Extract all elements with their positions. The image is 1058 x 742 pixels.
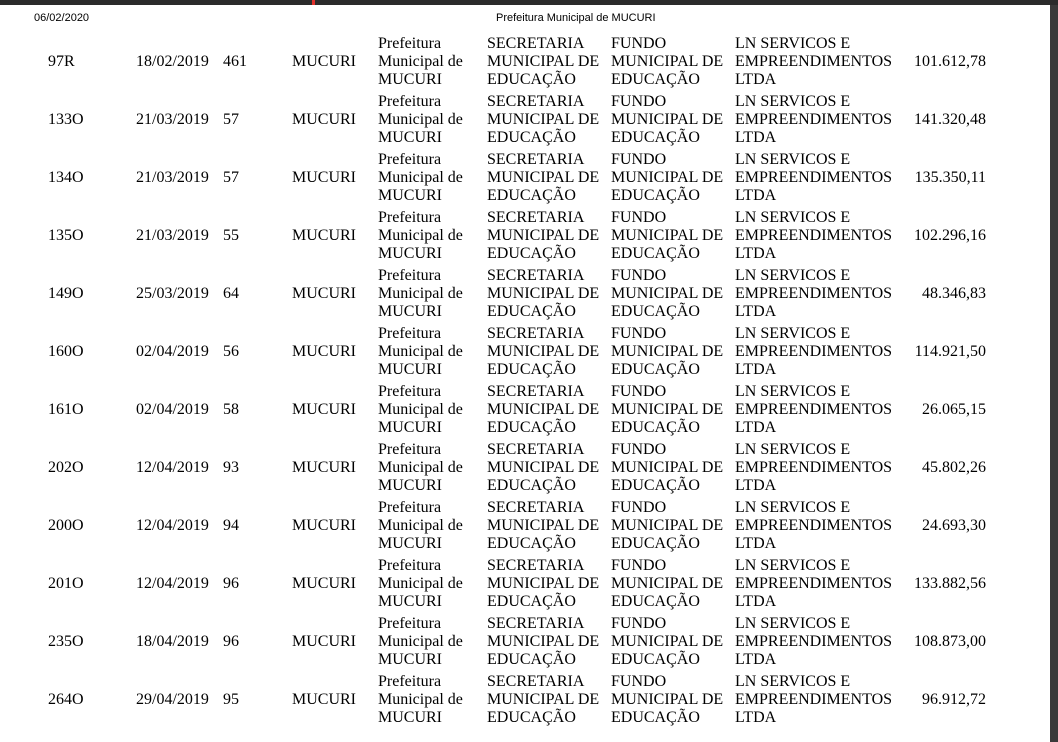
supplier-cell-line: EMPREENDIMENTOS: [735, 459, 893, 476]
organization-cell-line: MUCURI: [378, 593, 443, 610]
record-id-cell: 133O: [48, 111, 84, 128]
fundo-cell: [611, 35, 723, 89]
value-cell: 114.921,50: [914, 343, 986, 360]
record-id-cell: 264O: [48, 691, 84, 708]
organization-cell-line: Prefeitura: [378, 93, 442, 110]
value-cell: 45.802,26: [922, 459, 986, 476]
organization-cell-line: Prefeitura: [378, 557, 442, 574]
organization-cell-line: Prefeitura: [378, 325, 442, 342]
supplier-cell-line: LTDA: [735, 535, 777, 552]
organization-cell-line: Prefeitura: [378, 35, 442, 52]
number-cell: 58: [223, 401, 239, 418]
secretaria-cell: [487, 325, 599, 379]
fundo-cell-line: EDUCAÇÃO: [611, 71, 700, 88]
organization-cell-line: Municipal de: [378, 111, 463, 128]
organization-cell-line: MUCURI: [378, 71, 443, 88]
fundo-cell-line: FUNDO: [611, 93, 667, 110]
table-row: [0, 439, 1050, 497]
fundo-cell-line: FUNDO: [611, 325, 667, 342]
secretaria-cell: [487, 499, 599, 553]
secretaria-cell-line: SECRETARIA: [487, 93, 585, 110]
value-cell: 141.320,48: [914, 111, 986, 128]
fundo-cell-line: EDUCAÇÃO: [611, 477, 700, 494]
fundo-cell-line: EDUCAÇÃO: [611, 651, 700, 668]
organization-cell-line: Prefeitura: [378, 209, 442, 226]
value-cell: 96.912,72: [922, 691, 986, 708]
city-cell: MUCURI: [292, 285, 357, 302]
supplier-cell-line: LN SERVICOS E: [735, 93, 851, 110]
value-cell: 101.612,78: [914, 53, 986, 70]
secretaria-cell-line: SECRETARIA: [487, 383, 585, 400]
supplier-cell-line: LN SERVICOS E: [735, 267, 851, 284]
table-row: [0, 33, 1050, 91]
fundo-cell-line: MUNICIPAL DE: [611, 227, 724, 244]
secretaria-cell: [487, 209, 599, 263]
table-row: [0, 613, 1050, 671]
secretaria-cell-line: MUNICIPAL DE: [487, 285, 600, 302]
supplier-cell-line: EMPREENDIMENTOS: [735, 53, 893, 70]
fundo-cell-line: EDUCAÇÃO: [611, 361, 700, 378]
fundo-cell: [611, 267, 723, 321]
supplier-cell-line: EMPREENDIMENTOS: [735, 401, 893, 418]
payments-table: [0, 33, 1050, 729]
secretaria-cell: [487, 557, 599, 611]
city-cell: MUCURI: [292, 459, 357, 476]
supplier-cell-line: LTDA: [735, 303, 777, 320]
fundo-cell-line: MUNICIPAL DE: [611, 285, 724, 302]
fundo-cell: [611, 151, 723, 205]
fundo-cell: [611, 557, 723, 611]
fundo-cell-line: MUNICIPAL DE: [611, 575, 724, 592]
supplier-cell-line: EMPREENDIMENTOS: [735, 691, 893, 708]
fundo-cell: [611, 325, 723, 379]
secretaria-cell-line: EDUCAÇÃO: [487, 419, 576, 436]
secretaria-cell-line: MUNICIPAL DE: [487, 575, 600, 592]
date-cell: 12/04/2019: [136, 575, 209, 592]
record-id-cell: 161O: [48, 401, 84, 418]
value-cell: 24.693,30: [922, 517, 986, 534]
fundo-cell-line: EDUCAÇÃO: [611, 303, 700, 320]
organization-cell-line: Prefeitura: [378, 383, 442, 400]
organization-cell-line: MUCURI: [378, 709, 443, 726]
fundo-cell-line: EDUCAÇÃO: [611, 187, 700, 204]
organization-cell-line: Prefeitura: [378, 267, 442, 284]
secretaria-cell-line: MUNICIPAL DE: [487, 343, 600, 360]
number-cell: 96: [223, 633, 239, 650]
supplier-cell-line: LTDA: [735, 245, 777, 262]
viewer-right-edge: [1050, 5, 1058, 742]
secretaria-cell-line: EDUCAÇÃO: [487, 593, 576, 610]
secretaria-cell: [487, 615, 599, 669]
fundo-cell-line: MUNICIPAL DE: [611, 401, 724, 418]
organization-cell-line: MUCURI: [378, 419, 443, 436]
secretaria-cell-line: SECRETARIA: [487, 209, 585, 226]
table-row: [0, 265, 1050, 323]
supplier-cell: [735, 441, 892, 495]
secretaria-cell: [487, 151, 599, 205]
supplier-cell: [735, 151, 892, 205]
secretaria-cell-line: MUNICIPAL DE: [487, 401, 600, 418]
record-id-cell: 201O: [48, 575, 84, 592]
record-id-cell: 149O: [48, 285, 84, 302]
organization-cell-line: Municipal de: [378, 169, 463, 186]
report-title: Prefeitura Municipal de MUCURI: [496, 12, 656, 24]
supplier-cell: [735, 383, 892, 437]
record-id-cell: 135O: [48, 227, 84, 244]
number-cell: 95: [223, 691, 239, 708]
secretaria-cell-line: SECRETARIA: [487, 325, 585, 342]
fundo-cell-line: MUNICIPAL DE: [611, 343, 724, 360]
value-cell: 135.350,11: [914, 169, 986, 186]
supplier-cell-line: LN SERVICOS E: [735, 325, 851, 342]
organization-cell: [378, 209, 463, 263]
window-top-bar-marker: [312, 0, 315, 5]
organization-cell-line: Municipal de: [378, 343, 463, 360]
organization-cell-line: MUCURI: [378, 651, 443, 668]
organization-cell-line: Prefeitura: [378, 151, 442, 168]
organization-cell: [378, 557, 463, 611]
organization-cell-line: Municipal de: [378, 517, 463, 534]
date-cell: 12/04/2019: [136, 459, 209, 476]
supplier-cell: [735, 35, 892, 89]
supplier-cell-line: LN SERVICOS E: [735, 499, 851, 516]
city-cell: MUCURI: [292, 169, 357, 186]
organization-cell-line: Municipal de: [378, 53, 463, 70]
number-cell: 461: [223, 53, 247, 70]
supplier-cell: [735, 557, 892, 611]
organization-cell-line: Municipal de: [378, 691, 463, 708]
fundo-cell-line: MUNICIPAL DE: [611, 111, 724, 128]
organization-cell: [378, 499, 463, 553]
fundo-cell: [611, 499, 723, 553]
number-cell: 64: [223, 285, 239, 302]
fundo-cell-line: FUNDO: [611, 499, 667, 516]
supplier-cell: [735, 615, 892, 669]
fundo-cell-line: EDUCAÇÃO: [611, 419, 700, 436]
secretaria-cell-line: SECRETARIA: [487, 441, 585, 458]
secretaria-cell-line: EDUCAÇÃO: [487, 303, 576, 320]
organization-cell-line: Municipal de: [378, 633, 463, 650]
city-cell: MUCURI: [292, 111, 357, 128]
secretaria-cell-line: EDUCAÇÃO: [487, 361, 576, 378]
table-row: [0, 497, 1050, 555]
fundo-cell-line: EDUCAÇÃO: [611, 129, 700, 146]
secretaria-cell-line: EDUCAÇÃO: [487, 651, 576, 668]
secretaria-cell: [487, 673, 599, 727]
secretaria-cell-line: MUNICIPAL DE: [487, 53, 600, 70]
supplier-cell: [735, 209, 892, 263]
supplier-cell-line: LN SERVICOS E: [735, 615, 851, 632]
number-cell: 55: [223, 227, 239, 244]
organization-cell: [378, 267, 463, 321]
organization-cell-line: MUCURI: [378, 303, 443, 320]
table-row: [0, 91, 1050, 149]
supplier-cell: [735, 93, 892, 147]
fundo-cell-line: FUNDO: [611, 267, 667, 284]
secretaria-cell-line: EDUCAÇÃO: [487, 187, 576, 204]
organization-cell-line: MUCURI: [378, 187, 443, 204]
city-cell: MUCURI: [292, 53, 357, 70]
secretaria-cell-line: EDUCAÇÃO: [487, 129, 576, 146]
organization-cell-line: Municipal de: [378, 401, 463, 418]
supplier-cell-line: LTDA: [735, 477, 777, 494]
date-cell: 02/04/2019: [136, 343, 209, 360]
supplier-cell: [735, 267, 892, 321]
city-cell: MUCURI: [292, 633, 357, 650]
number-cell: 94: [223, 517, 239, 534]
secretaria-cell-line: EDUCAÇÃO: [487, 477, 576, 494]
organization-cell: [378, 383, 463, 437]
supplier-cell-line: LN SERVICOS E: [735, 441, 851, 458]
organization-cell: [378, 615, 463, 669]
city-cell: MUCURI: [292, 575, 357, 592]
supplier-cell-line: LTDA: [735, 651, 777, 668]
table-row: [0, 323, 1050, 381]
window-top-bar: [0, 0, 1058, 5]
report-date: 06/02/2020: [34, 12, 90, 24]
fundo-cell-line: MUNICIPAL DE: [611, 169, 724, 186]
organization-cell: [378, 441, 463, 495]
value-cell: 108.873,00: [914, 633, 986, 650]
organization-cell-line: Prefeitura: [378, 499, 442, 516]
fundo-cell: [611, 383, 723, 437]
supplier-cell-line: LTDA: [735, 419, 777, 436]
date-cell: 18/02/2019: [136, 53, 209, 70]
secretaria-cell-line: MUNICIPAL DE: [487, 691, 600, 708]
date-cell: 25/03/2019: [136, 285, 209, 302]
supplier-cell-line: LTDA: [735, 187, 777, 204]
secretaria-cell: [487, 267, 599, 321]
supplier-cell-line: EMPREENDIMENTOS: [735, 633, 893, 650]
supplier-cell-line: EMPREENDIMENTOS: [735, 111, 893, 128]
date-cell: 02/04/2019: [136, 401, 209, 418]
fundo-cell-line: FUNDO: [611, 383, 667, 400]
fundo-cell-line: EDUCAÇÃO: [611, 709, 700, 726]
organization-cell: [378, 93, 463, 147]
secretaria-cell-line: MUNICIPAL DE: [487, 227, 600, 244]
supplier-cell-line: LN SERVICOS E: [735, 35, 851, 52]
fundo-cell-line: EDUCAÇÃO: [611, 535, 700, 552]
record-id-cell: 97R: [48, 53, 75, 70]
number-cell: 57: [223, 169, 239, 186]
organization-cell: [378, 325, 463, 379]
organization-cell: [378, 151, 463, 205]
supplier-cell-line: LTDA: [735, 593, 777, 610]
table-row: [0, 207, 1050, 265]
fundo-cell: [611, 615, 723, 669]
record-id-cell: 200O: [48, 517, 84, 534]
supplier-cell-line: LTDA: [735, 709, 777, 726]
fundo-cell-line: MUNICIPAL DE: [611, 459, 724, 476]
supplier-cell-line: LTDA: [735, 129, 777, 146]
organization-cell-line: MUCURI: [378, 129, 443, 146]
secretaria-cell-line: SECRETARIA: [487, 267, 585, 284]
fundo-cell-line: FUNDO: [611, 615, 667, 632]
organization-cell: [378, 35, 463, 89]
supplier-cell: [735, 499, 892, 553]
supplier-cell-line: EMPREENDIMENTOS: [735, 169, 893, 186]
organization-cell-line: MUCURI: [378, 535, 443, 552]
supplier-cell-line: LN SERVICOS E: [735, 383, 851, 400]
fundo-cell-line: FUNDO: [611, 441, 667, 458]
date-cell: 21/03/2019: [136, 111, 209, 128]
supplier-cell-line: LN SERVICOS E: [735, 557, 851, 574]
fundo-cell-line: MUNICIPAL DE: [611, 691, 724, 708]
secretaria-cell-line: SECRETARIA: [487, 557, 585, 574]
secretaria-cell-line: SECRETARIA: [487, 35, 585, 52]
organization-cell-line: Municipal de: [378, 285, 463, 302]
secretaria-cell: [487, 441, 599, 495]
fundo-cell-line: EDUCAÇÃO: [611, 593, 700, 610]
organization-cell-line: MUCURI: [378, 477, 443, 494]
date-cell: 21/03/2019: [136, 169, 209, 186]
secretaria-cell-line: EDUCAÇÃO: [487, 71, 576, 88]
supplier-cell-line: LN SERVICOS E: [735, 151, 851, 168]
secretaria-cell-line: SECRETARIA: [487, 615, 585, 632]
fundo-cell: [611, 673, 723, 727]
record-id-cell: 160O: [48, 343, 84, 360]
city-cell: MUCURI: [292, 227, 357, 244]
fundo-cell: [611, 209, 723, 263]
fundo-cell-line: MUNICIPAL DE: [611, 633, 724, 650]
fundo-cell: [611, 441, 723, 495]
date-cell: 12/04/2019: [136, 517, 209, 534]
secretaria-cell-line: EDUCAÇÃO: [487, 245, 576, 262]
organization-cell-line: MUCURI: [378, 245, 443, 262]
fundo-cell-line: FUNDO: [611, 209, 667, 226]
secretaria-cell-line: MUNICIPAL DE: [487, 633, 600, 650]
date-cell: 29/04/2019: [136, 691, 209, 708]
value-cell: 26.065,15: [922, 401, 986, 418]
city-cell: MUCURI: [292, 343, 357, 360]
value-cell: 48.346,83: [922, 285, 986, 302]
table-row: [0, 381, 1050, 439]
record-id-cell: 235O: [48, 633, 84, 650]
value-cell: 133.882,56: [914, 575, 986, 592]
organization-cell-line: Prefeitura: [378, 615, 442, 632]
secretaria-cell: [487, 383, 599, 437]
fundo-cell-line: FUNDO: [611, 557, 667, 574]
supplier-cell-line: LTDA: [735, 361, 777, 378]
secretaria-cell-line: MUNICIPAL DE: [487, 111, 600, 128]
fundo-cell: [611, 93, 723, 147]
record-id-cell: 134O: [48, 169, 84, 186]
secretaria-cell-line: MUNICIPAL DE: [487, 169, 600, 186]
fundo-cell-line: MUNICIPAL DE: [611, 53, 724, 70]
supplier-cell-line: LN SERVICOS E: [735, 209, 851, 226]
secretaria-cell-line: MUNICIPAL DE: [487, 459, 600, 476]
secretaria-cell-line: EDUCAÇÃO: [487, 535, 576, 552]
value-cell: 102.296,16: [914, 227, 986, 244]
table-row: [0, 555, 1050, 613]
supplier-cell-line: EMPREENDIMENTOS: [735, 575, 893, 592]
secretaria-cell-line: SECRETARIA: [487, 499, 585, 516]
organization-cell-line: Prefeitura: [378, 441, 442, 458]
record-id-cell: 202O: [48, 459, 84, 476]
number-cell: 57: [223, 111, 239, 128]
supplier-cell-line: EMPREENDIMENTOS: [735, 227, 893, 244]
organization-cell-line: Municipal de: [378, 459, 463, 476]
secretaria-cell-line: MUNICIPAL DE: [487, 517, 600, 534]
secretaria-cell: [487, 35, 599, 89]
number-cell: 93: [223, 459, 239, 476]
organization-cell-line: MUCURI: [378, 361, 443, 378]
supplier-cell-line: EMPREENDIMENTOS: [735, 343, 893, 360]
organization-cell-line: Municipal de: [378, 575, 463, 592]
secretaria-cell-line: SECRETARIA: [487, 151, 585, 168]
fundo-cell-line: FUNDO: [611, 673, 667, 690]
number-cell: 96: [223, 575, 239, 592]
city-cell: MUCURI: [292, 517, 357, 534]
secretaria-cell-line: SECRETARIA: [487, 673, 585, 690]
supplier-cell-line: LN SERVICOS E: [735, 673, 851, 690]
table-row: [0, 671, 1050, 729]
supplier-cell-line: LTDA: [735, 71, 777, 88]
city-cell: MUCURI: [292, 691, 357, 708]
date-cell: 18/04/2019: [136, 633, 209, 650]
table-row: [0, 149, 1050, 207]
supplier-cell: [735, 325, 892, 379]
supplier-cell: [735, 673, 892, 727]
date-cell: 21/03/2019: [136, 227, 209, 244]
fundo-cell-line: FUNDO: [611, 151, 667, 168]
fundo-cell-line: MUNICIPAL DE: [611, 517, 724, 534]
city-cell: MUCURI: [292, 401, 357, 418]
secretaria-cell-line: EDUCAÇÃO: [487, 709, 576, 726]
secretaria-cell: [487, 93, 599, 147]
organization-cell-line: Prefeitura: [378, 673, 442, 690]
organization-cell: [378, 673, 463, 727]
organization-cell-line: Municipal de: [378, 227, 463, 244]
fundo-cell-line: FUNDO: [611, 35, 667, 52]
supplier-cell-line: EMPREENDIMENTOS: [735, 517, 893, 534]
fundo-cell-line: EDUCAÇÃO: [611, 245, 700, 262]
supplier-cell-line: EMPREENDIMENTOS: [735, 285, 893, 302]
number-cell: 56: [223, 343, 239, 360]
